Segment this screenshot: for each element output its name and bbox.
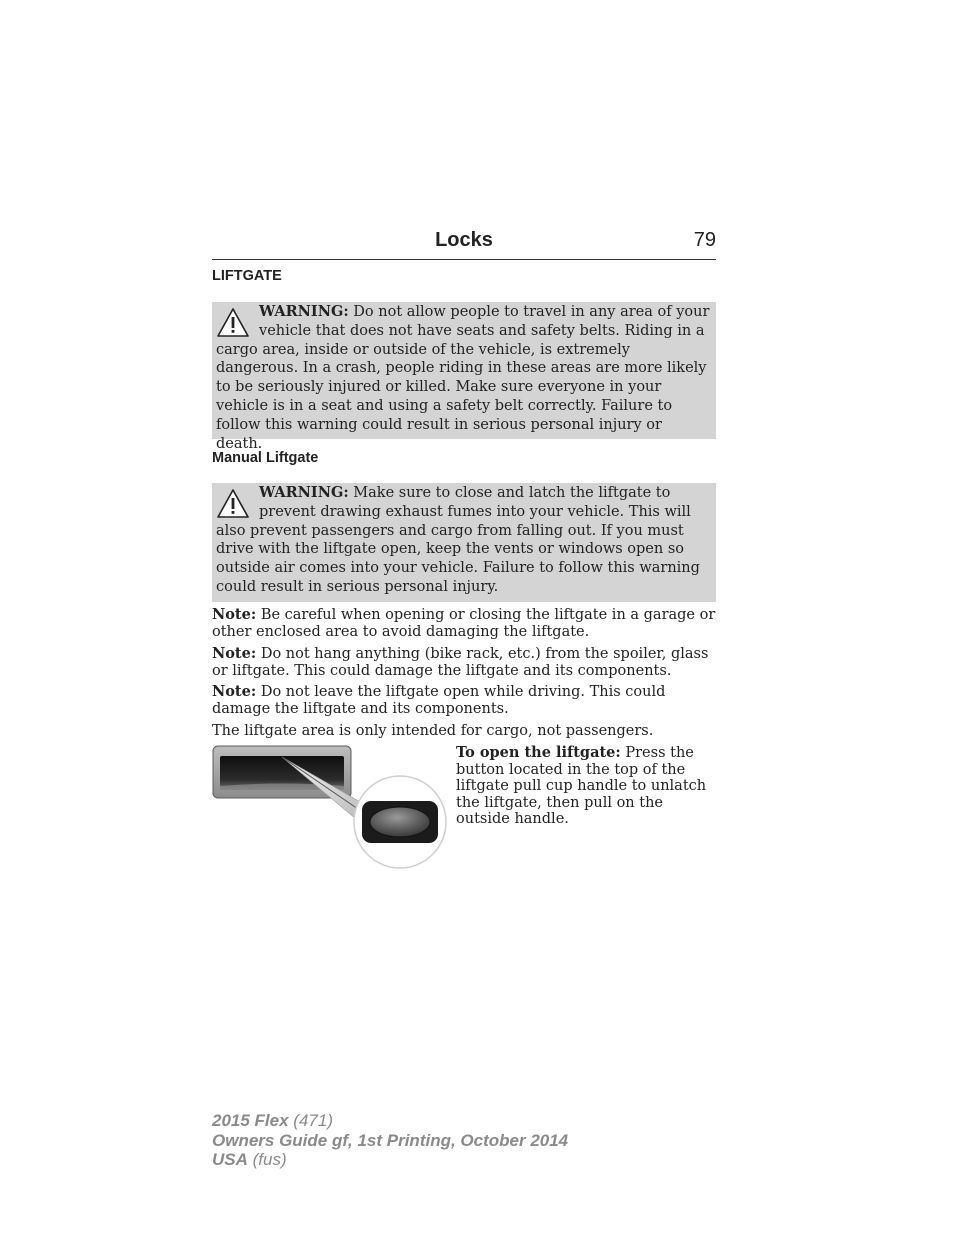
footer-region-line	[212, 1150, 568, 1170]
note-label: Note:	[212, 606, 257, 623]
instruction-text: Press the button located in the top of the liftgate pull cup handle to unlatch the liftgate, then pull on the outside handle.	[456, 745, 707, 827]
footer-model-code: (471)	[293, 1111, 333, 1130]
note-label: Note:	[212, 683, 257, 700]
footer-region-code: (fus)	[252, 1150, 287, 1169]
warning-text: Make sure to close and latch the liftgate to prevent drawing exhaust fumes into your vehicle. This will also prevent passengers and cargo from falling out. If you must drive with the liftgate open, keep the vents or windows open so outside air comes into your vehicle. Failure to follow this warning could result in serious personal injury.	[216, 485, 700, 595]
footer-guide-line	[212, 1131, 568, 1151]
warning-label: WARNING:	[259, 484, 349, 501]
instruction-label: To open the liftgate:	[456, 744, 621, 761]
footer-model-line	[212, 1111, 568, 1131]
note-label: Note:	[212, 645, 257, 662]
footer-region: USA	[212, 1150, 248, 1169]
section-title: LIFTGATE	[212, 268, 282, 284]
warning-text: Do not allow people to travel in any area of your vehicle that does not have seats and safety belts. Riding in a cargo area, inside or outside of the vehicle, is extremely dangerous. In a crash, people riding in these areas are more likely to be seriously injured or killed. Make sure everyone in your vehicle is in a seat and using a safety belt correctly. Failure to follow this warning could result in serious personal injury or death.	[216, 304, 710, 452]
subsection-title: Manual Liftgate	[212, 450, 319, 466]
warning-box-exhaust	[212, 483, 716, 602]
note-garage	[212, 607, 716, 640]
warning-triangle-icon	[216, 488, 250, 520]
note-text: Do not leave the liftgate open while driving. This could damage the liftgate and its components.	[212, 684, 666, 717]
page-number: 79	[693, 229, 716, 251]
open-liftgate-instruction	[456, 745, 718, 828]
warning-triangle-icon	[216, 307, 250, 339]
note-text: Be careful when opening or closing the liftgate in a garage or other enclosed area to avoid damaging the liftgate.	[212, 607, 716, 640]
note-bike-rack	[212, 646, 716, 679]
liftgate-handle-illustration	[212, 745, 450, 871]
cargo-text: The liftgate area is only intended for cargo, not passengers.	[212, 723, 654, 739]
footer-model: 2015 Flex	[212, 1111, 289, 1130]
chapter-title: Locks	[435, 229, 493, 251]
page-footer	[212, 1111, 568, 1170]
note-text: Do not hang anything (bike rack, etc.) from the spoiler, glass or liftgate. This could damage the liftgate and its components.	[212, 646, 709, 679]
warning-label: WARNING:	[259, 303, 349, 320]
liftgate-release-button	[370, 807, 430, 837]
warning-box-passengers	[212, 302, 716, 452]
footer-guide: Owners Guide gf, 1st Printing, October 2014	[212, 1130, 569, 1150]
page-header	[212, 229, 716, 260]
note-open-driving	[212, 684, 716, 717]
